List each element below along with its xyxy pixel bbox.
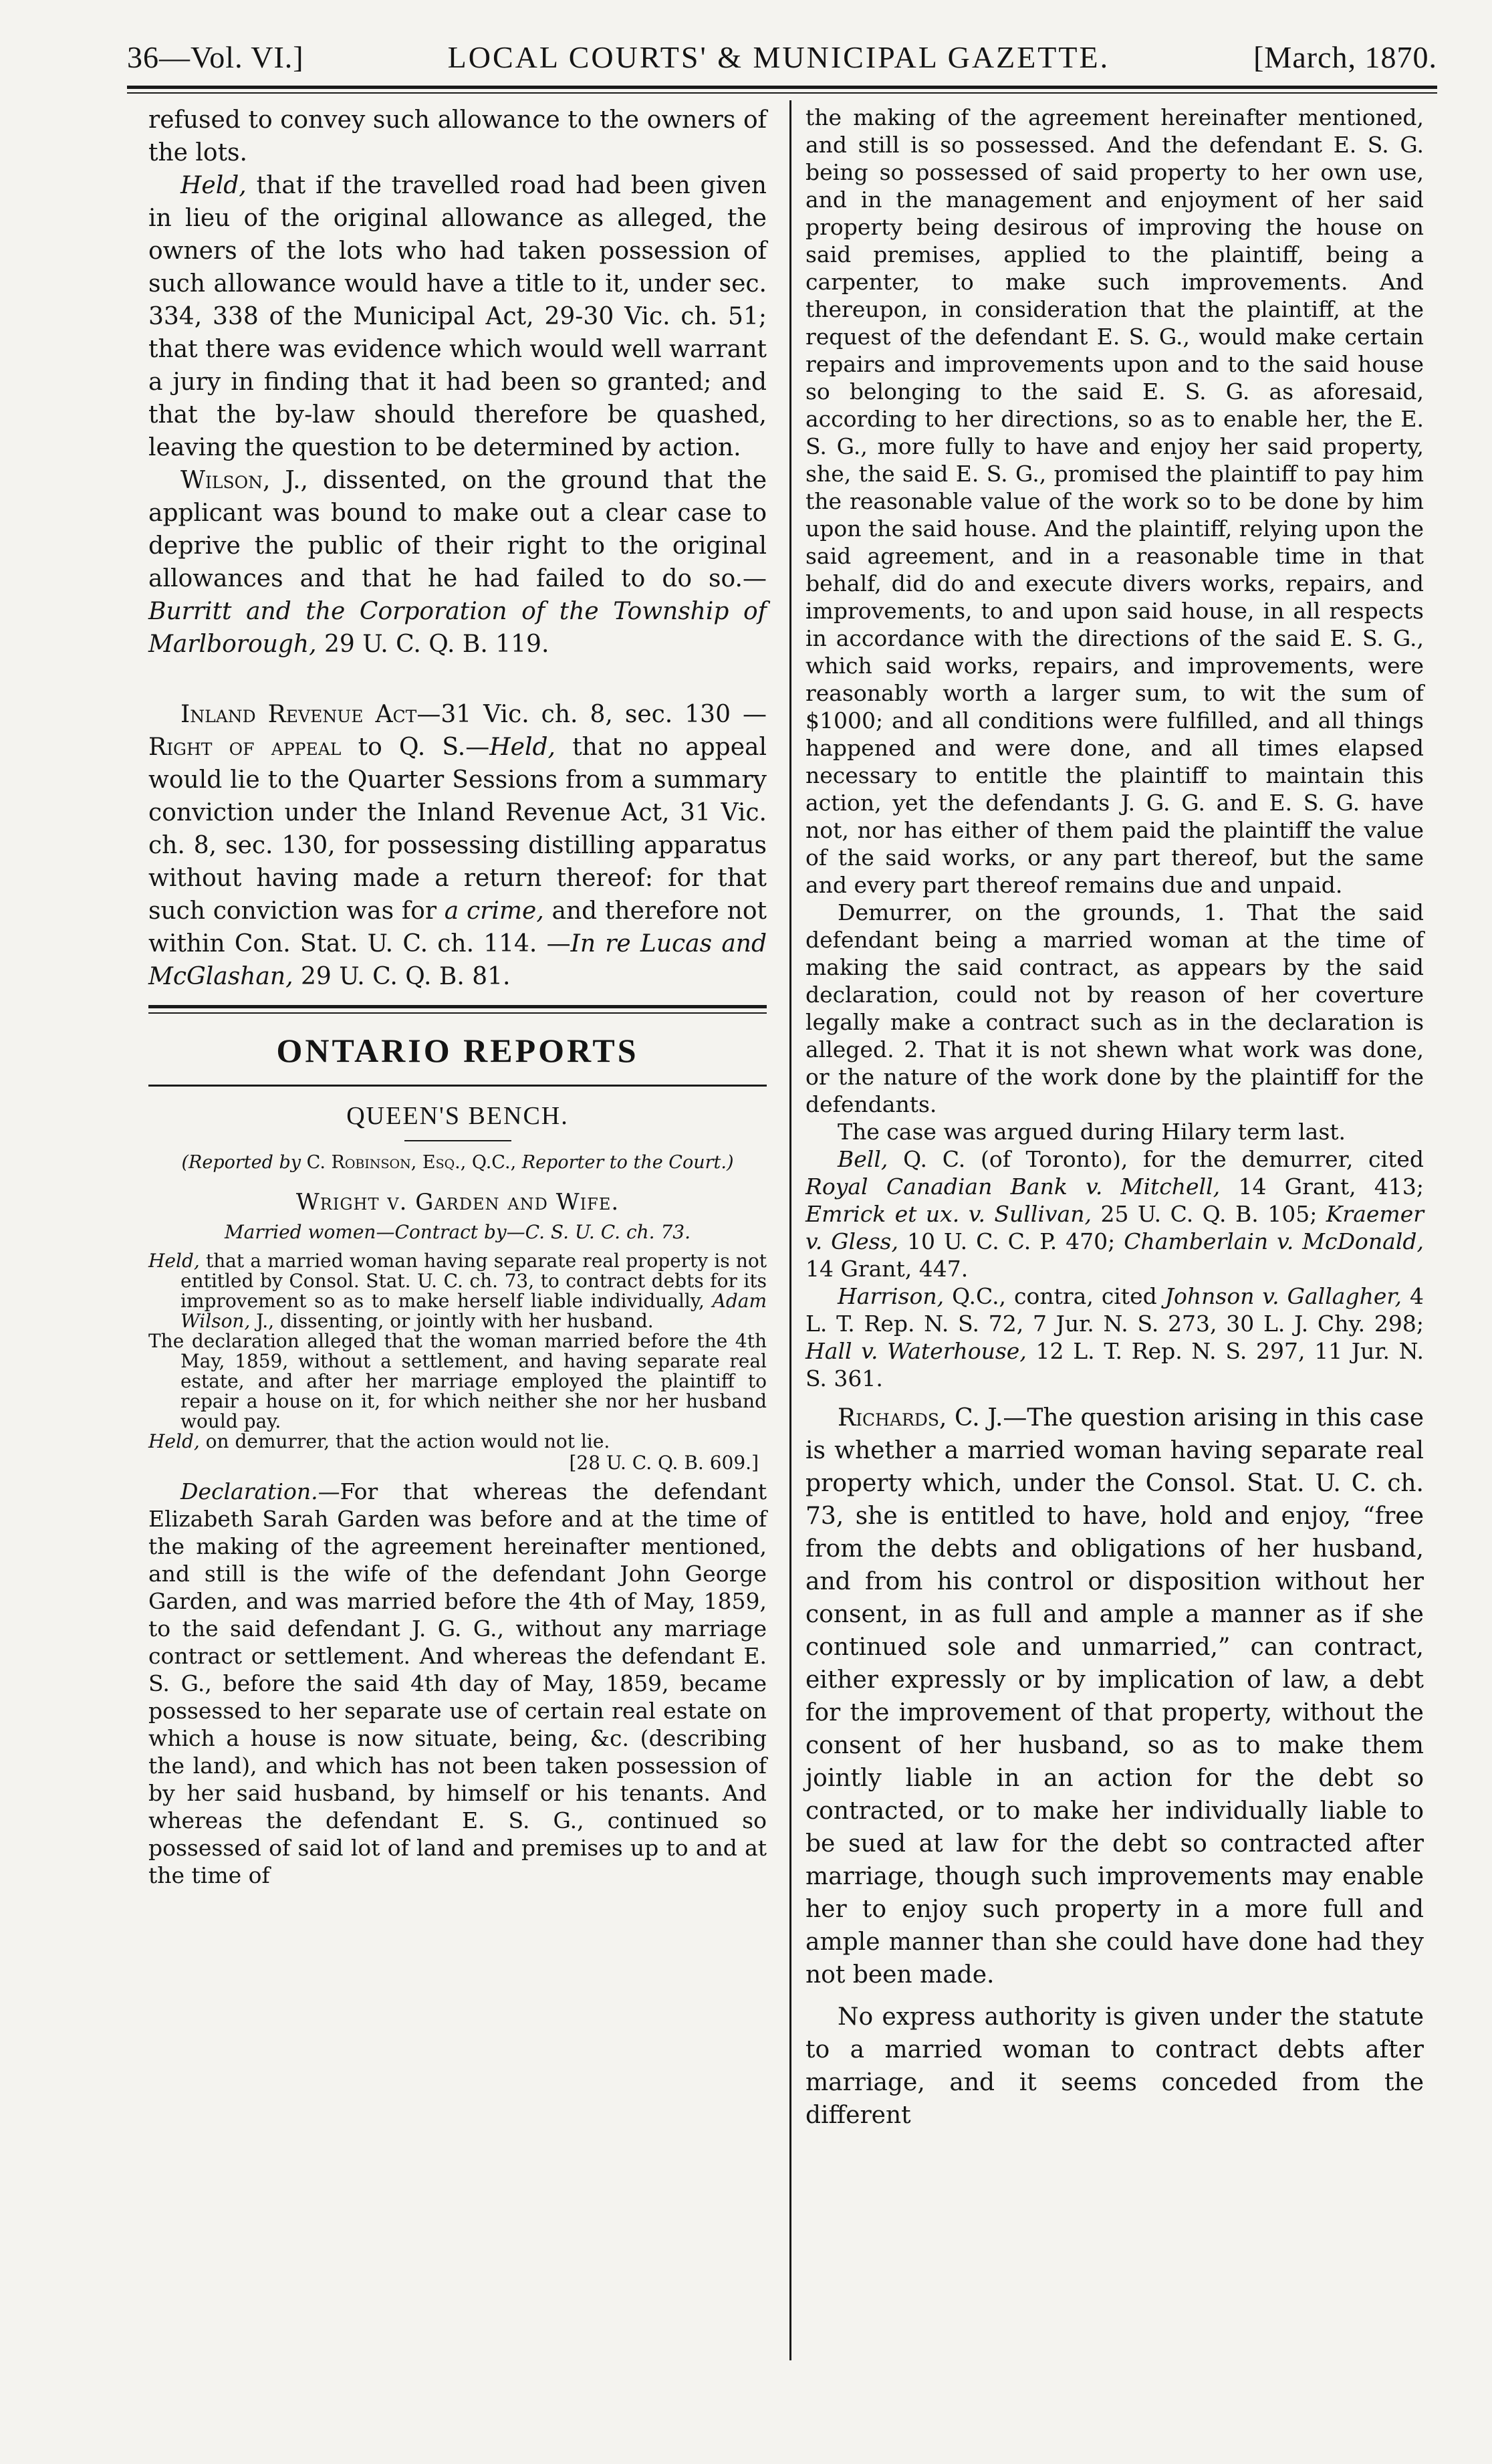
publication-title: LOCAL COURTS' & MUNICIPAL GAZETTE. [447, 39, 1110, 74]
case-citation: In re Lucas and McGlashan, [148, 930, 767, 990]
section-rule [148, 1005, 767, 1008]
paragraph: Wilson, J., dissented, on the ground that the applicant was bound to make out a clear case to deprive the public of their right to the original allowances and that he had failed to do so.—Burritt and the Corporation of the Township of Marlborough, 29 U. C. Q. B. 119. [148, 467, 767, 658]
headnote-citation: [28 U. C. Q. B. 609.] [569, 1452, 759, 1474]
paragraph: Harrison, Q.C., contra, cited Johnson v. Gallagher, 4 L. T. Rep. N. S. 72, 7 Jur. N. S. 273, 30 L. J. Chy. 298; Hall v. Waterhouse, 12 L. T. Rep. N. S. 297, 11 Jur. N. S. 361. [805, 1283, 1424, 1391]
statute-name: Inland Revenue Act [180, 701, 417, 728]
headnote: Held, that a married woman having separate real property is not entitled by Consol. Stat. U. C. ch. 73, to contract debts for its improvement so as to make herself liable individually, Adam Wilson, J., dissenting, or jointly with her husband. [148, 1250, 767, 1332]
case-citation: Burritt and the Corporation of the Township of Marlborough, [148, 598, 767, 658]
counsel-name: Bell, [838, 1146, 888, 1172]
section-heading: ONTARIO REPORTS [276, 1032, 639, 1069]
section-rule-thin [148, 1012, 767, 1014]
header-rule-thin [127, 92, 1437, 94]
declaration-lead: Declaration. [180, 1478, 318, 1504]
case-subject: Married women—Contract by—C. S. U. C. ch. 73. [225, 1221, 691, 1243]
header-rule [127, 86, 1437, 89]
held-lead: Held, [180, 172, 247, 199]
left-column [148, 104, 767, 1889]
paragraph: Inland Revenue Act—31 Vic. ch. 8, sec. 130 —Right of appeal to Q. S.—Held, that no appeal would lie to the Quarter Sessions from a summary conviction under the Inland Revenue Act, 31 Vic. ch. 8, sec. 130, for possessing distilling apparatus without having made a return thereof: for that such conviction was for a crime, and therefore not within Con. Stat. U. C. ch. 114. —In re Lucas and McGlashan, 29 U. C. Q. B. 81. [148, 701, 767, 990]
paragraph: Richards, C. J.—The question arising in this case is whether a married woman having separate real property which, under the Consol. Stat. U. C. ch. 73, she is entitled to have, hold and enjoy, “free from the debts and obligations of her husband, and from his control or disposition without her consent, in as full and ample a manner as if she continued sole and unmarried,” can contract, either expressly or by implication of law, a debt for the improvement of that property, without the consent of her husband, so as to make them jointly liable in an action for the debt so contracted, or to make her individually liable to be sued at law for the debt so contracted after marriage, though such improvements may enable her to enjoy such property in a more full and ample manner than she could have done had they not been made. [805, 1404, 1424, 1989]
paragraph: Bell, Q. C. (of Toronto), for the demurrer, cited Royal Canadian Bank v. Mitchell, 14 Grant, 413; Emrick et ux. v. Sullivan, 25 U. C. Q. B. 105; Kraemer v. Gless, 10 U. C. C. P. 470; Chamberlain v. McDonald, 14 Grant, 447. [805, 1146, 1424, 1282]
paragraph: refused to convey such allowance to the owners of the lots. [148, 106, 767, 166]
column-divider [789, 100, 791, 2360]
paragraph: Demurrer, on the grounds, 1. That the said defendant being a married woman at the time of making the said contract, as appears by the said declaration, could not by reason of her coverture legally make a contract such as in the declaration is alleged. 2. That it is not shewn what work was done, or the nature of the work done by the plaintiff for the defendants. [805, 899, 1424, 1117]
page-header [127, 33, 1437, 80]
paragraph: The case was argued during Hilary term last. [838, 1119, 1346, 1145]
divider [148, 1085, 767, 1087]
counsel-name: Harrison, [838, 1283, 945, 1309]
judge-name: Richards, C. J. [838, 1404, 1003, 1432]
page-number: 36—Vol. VI.] [127, 39, 304, 74]
paragraph: Declaration.—For that whereas the defendant Elizabeth Sarah Garden was before and at the time of the making of the agreement hereinafter mentioned, and still is the wife of the defendant John George Garden, and was married before the 4th of May, 1859, to the said defendant J. G. G., without any marriage contract or settlement. And whereas the defendant E. S. G., before the said 4th day of May, 1859, became possessed to her separate use of certain real estate on which a house is now situate, being, &c. (describing the land), and which has not been taken possession of by her said husband, by himself or his tenants. And whereas the defendant E. S. G., continued so possessed of said lot of land and premises up to and at the time of [148, 1478, 767, 1888]
paragraph: No express authority is given under the statute to a married woman to contract debts after marriage, and it seems conceded from the different [805, 2003, 1424, 2129]
reporter-line: (Reported by C. Robinson, Esq., Q.C., Reporter to the Court.) [181, 1152, 734, 1173]
right-column [805, 104, 1424, 2132]
case-title: Wright v. Garden and Wife. [295, 1189, 620, 1216]
headnote: Held, on demurrer, that the action would not lie. [148, 1430, 610, 1452]
paragraph: Held, that if the travelled road had been given in lieu of the original allowance as alleged, the owners of the lots who had taken possession of such allowance would have a title to it, under sec. 334, 338 of the Municipal Act, 29-30 Vic. ch. 51; that there was evidence which would well warrant a jury in finding that it had been so granted; and that the by-law should therefore be quashed, leaving the question to be determined by action. [148, 172, 767, 461]
paragraph: the making of the agreement hereinafter mentioned, and still is so possessed. And the defendant E. S. G. being so possessed of said property to her own use, and in the management and enjoyment of her said property being desirous of improving the house on said premises, applied to the plaintiff, being a carpenter, to make such improvements. And thereupon, in consideration that the plaintiff, at the request of the defendant E. S. G., would make certain repairs and improvements upon and to the said house so belonging to the said E. S. G. as aforesaid, according to her directions, so as to enable her, the E. S. G., more fully to have and enjoy her said property, she, the said E. S. G., promised the plaintiff to pay him the reasonable value of the work so to be done by him upon the said house. And the plaintiff, relying upon the said agreement, and in a reasonable time in that behalf, did do and execute divers works, repairs, and improvements, to and upon said house, in all respects in accordance with the directions of the said E. S. G., which said works, repairs, and improvements, were reasonably worth a larger sum, to wit the sum of $1000; and all conditions were fulfilled, and all things happened and were done, and all times elapsed necessary to entitle the plaintiff to maintain this action, yet the defendants J. G. G. and E. S. G. have not, nor has either of them paid the plaintiff the value of the said works, or any part thereof, but the same and every part thereof remains due and unpaid. [805, 104, 1424, 898]
court-heading: QUEEN'S BENCH. [346, 1102, 569, 1130]
short-divider [404, 1140, 511, 1141]
judge-name: Wilson, J., [180, 467, 308, 494]
issue-date: [March, 1870. [1253, 39, 1437, 74]
headnote: The declaration alleged that the woman married before the 4th May, 1859, without a settlement, and having separate real estate, and after her marriage employed the plaintiff to repair a house on it, for which neither she nor her husband would pay. [148, 1330, 767, 1432]
